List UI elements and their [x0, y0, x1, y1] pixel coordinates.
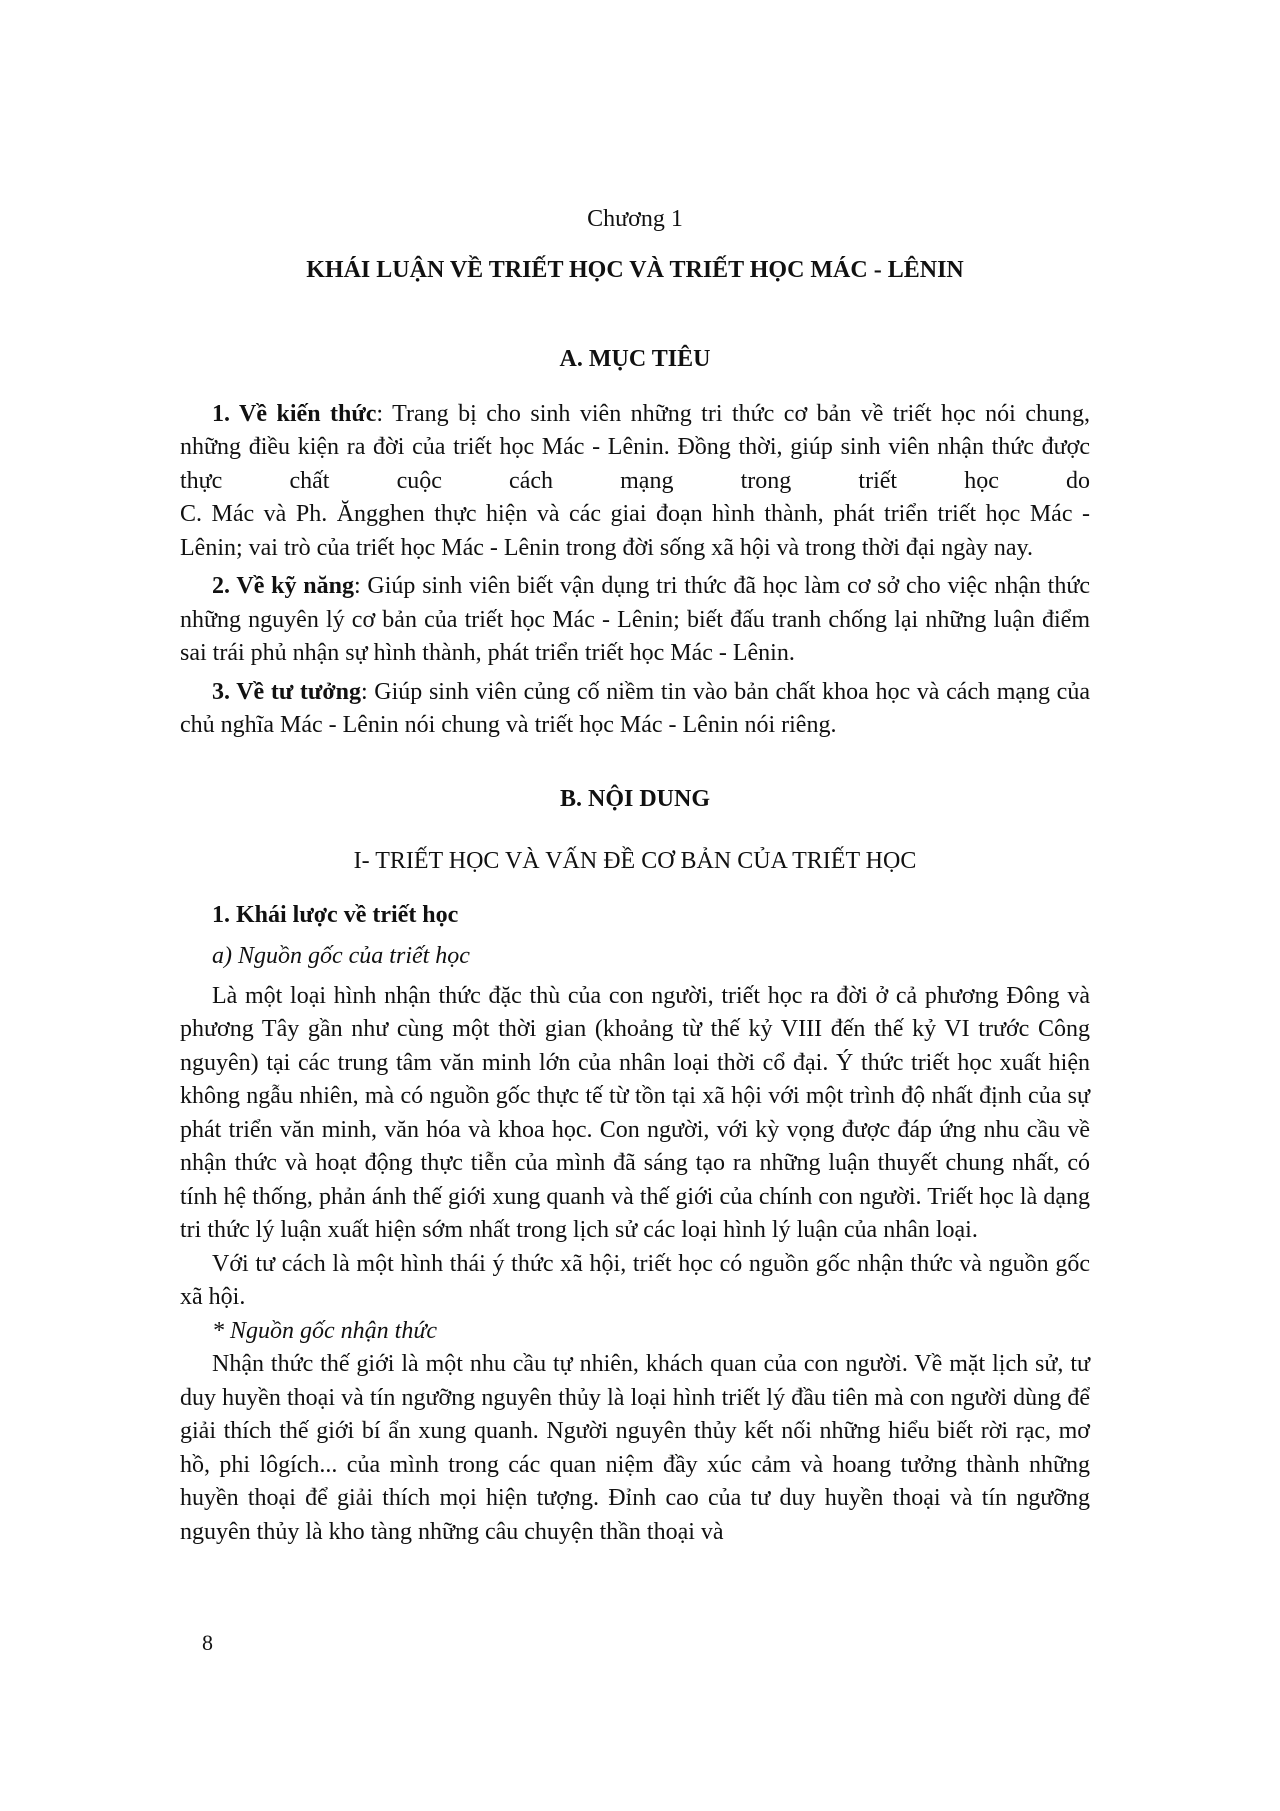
- heading-overview: 1. Khái lược về triết học: [212, 901, 459, 928]
- heading-cognitive-origin: * Nguồn gốc nhận thức: [212, 1317, 438, 1344]
- objective-knowledge-line3: C. Mác và Ph. Ăngghen thực hiện và các giai đoạn hình thành, phát triển triết học Mác - Lênin; vai trò của triết học Mác - Lênin trong đời sống xã hội và trong thời đại ngày nay.: [180, 501, 1090, 561]
- page-content: [180, 202, 1090, 1549]
- paragraph-origin: Là một loại hình nhận thức đặc thù của con người, triết học ra đời ở cả phương Đông và phương Tây gần như cùng một thời gian (khoảng từ thế kỷ VIII đến thế kỷ VI trước Công nguyên) tại các trung tâm văn minh lớn của nhân loại thời cổ đại. Ý thức triết học xuất hiện không ngẫu nhiên, mà có nguồn gốc thực tế từ tồn tại xã hội với một trình độ nhất định của sự phát triển văn minh, văn hóa và khoa học. Con người, với kỳ vọng được đáp ứng nhu cầu về nhận thức và hoạt động thực tiễn của mình đã sáng tạo ra những luận thuyết chung nhất, có tính hệ thống, phản ánh thế giới xung quanh và thế giới của chính con người. Triết học là dạng tri thức lý luận xuất hiện sớm nhất trong lịch sử các loại hình lý luận của nhân loại.: [180, 982, 1090, 1243]
- objective-text: : Giúp sinh viên biết vận dụng tri thức đã học làm cơ sở cho việc nhận thức những nguyên lý cơ bản của triết học Mác - Lênin; biết đấu tranh chống lại những luận điểm sai trái phủ nhận sự hình thành, phát triển triết học Mác - Lênin.: [180, 573, 1090, 666]
- page-number: 8: [202, 1630, 213, 1655]
- heading-origin: a) Nguồn gốc của triết học: [212, 943, 470, 969]
- section-b-title: B. NỘI DUNG: [559, 785, 710, 812]
- paragraph-cognitive-origin: Nhận thức thế giới là một nhu cầu tự nhiên, khách quan của con người. Về mặt lịch sử, tư duy huyền thoại và tín ngưỡng nguyên thủy là loại hình triết lý đầu tiên mà con người dùng để giải thích thế giới bí ẩn xung quanh. Người nguyên thủy kết nối những hiểu biết rời rạc, mơ hồ, phi lôgích... của mình trong các quan niệm đầy xúc cảm và hoang tưởng thành những huyền thoại để giải thích mọi hiện tượng. Đỉnh cao của tư duy huyền thoại và tín ngưỡng nguyên thủy là kho tàng những câu chuyện thần thoại và: [180, 1351, 1090, 1545]
- objective-knowledge-line2: thực chất cuộc cách mạng trong triết học do: [180, 467, 1090, 494]
- objective-knowledge-line1: [180, 398, 1090, 465]
- objective-skills: [180, 570, 1090, 671]
- objective-label: 1. Về kiến thức: [212, 400, 377, 427]
- objective-label: 2. Về kỹ năng: [212, 573, 354, 599]
- section-a-title: A. MỤC TIÊU: [559, 346, 711, 372]
- chapter-label: Chương 1: [587, 206, 683, 232]
- objective-label: 3. Về tư tưởng: [212, 678, 361, 705]
- chapter-title: KHÁI LUẬN VỀ TRIẾT HỌC VÀ TRIẾT HỌC MÁC - LÊNIN: [306, 257, 964, 283]
- paragraph-social-form: Với tư cách là một hình thái ý thức xã hội, triết học có nguồn gốc nhận thức và nguồn gốc xã hội.: [180, 1250, 1090, 1310]
- objective-text: : Giúp sinh viên củng cố niềm tin vào bản chất khoa học và cách mạng của chủ nghĩa Mác - Lênin nói chung và triết học Mác - Lênin nói riêng.: [180, 678, 1090, 738]
- objective-text: : Trang bị cho sinh viên những tri thức cơ bản về triết học nói chung, những điều kiện ra đời của triết học Mác - Lênin. Đồng thời, giúp sinh viên nhận thức được: [180, 400, 1090, 460]
- objective-thought: [180, 676, 1090, 743]
- part-title: I- TRIẾT HỌC VÀ VẤN ĐỀ CƠ BẢN CỦA TRIẾT HỌC: [353, 848, 917, 874]
